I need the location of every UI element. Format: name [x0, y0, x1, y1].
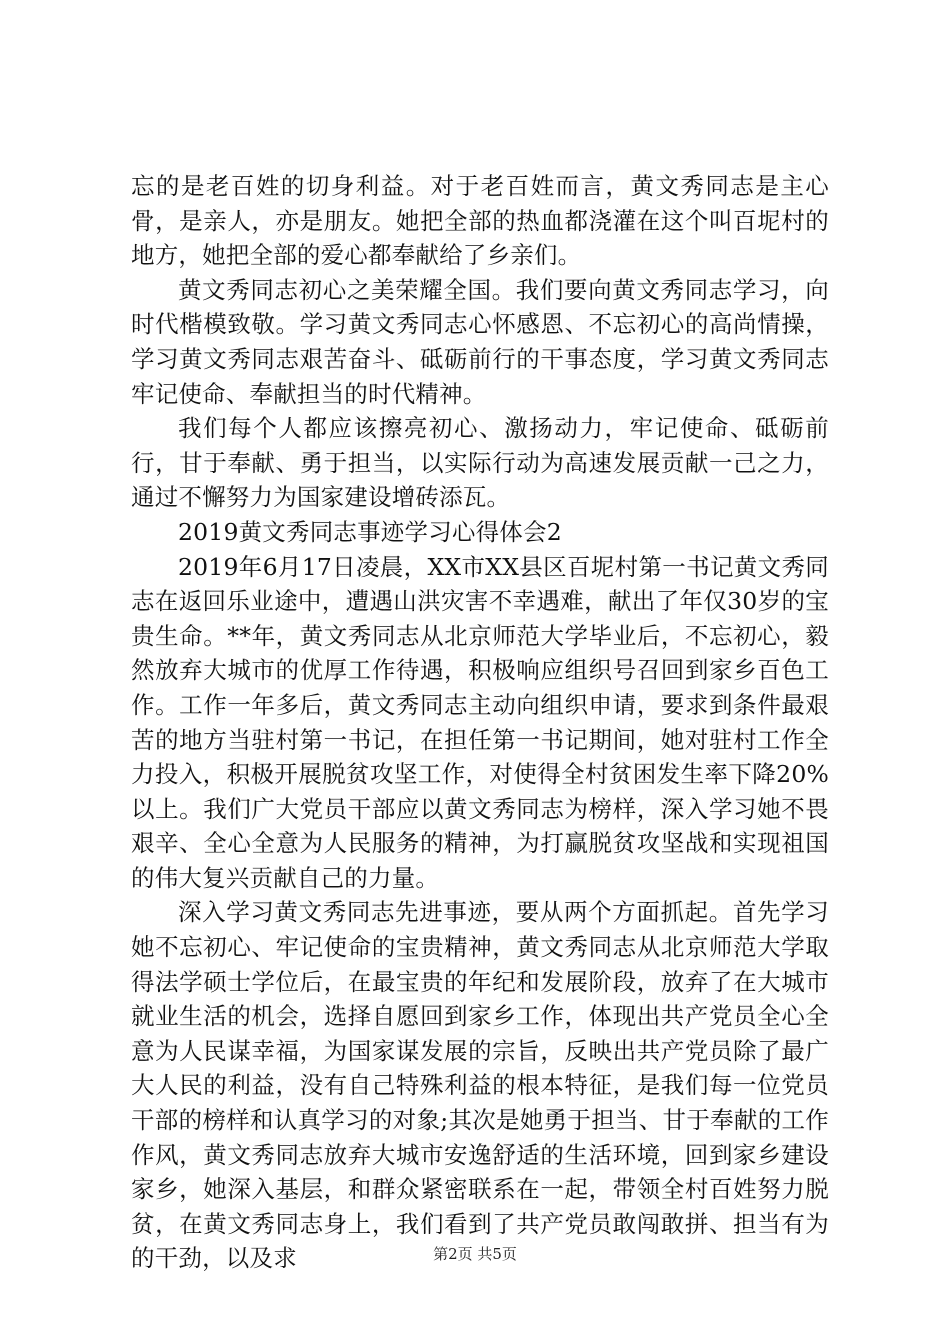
paragraph-learning: 黄文秀同志初心之美荣耀全国。我们要向黄文秀同志学习，向时代楷模致敬。学习黄文秀同志心怀感恩、不忘初心的高尚情操，学习黄文秀同志艰苦奋斗、砥砺前行的干事态度，学习黄文秀同志牢记使命、奉献担当的时代精神。 [131, 275, 829, 408]
paragraph-two-aspects: 深入学习黄文秀同志先进事迹，要从两个方面抓起。首先学习她不忘初心、牢记使命的宝贵精神，黄文秀同志从北京师范大学取得法学硕士学位后，在最宝贵的年纪和发展阶段，放弃了在大城市就业生活的机会，选择自愿回到家乡工作，体现出共产党员全心全意为人民谋幸福，为国家谋发展的宗旨，反映出共产党员除了最广大人民的利益，没有自己特殊利益的根本特征，是我们每一位党员干部的榜样和认真学习的对象;其次是她勇于担当、甘于奉献的工作作风，黄文秀同志放弃大城市安逸舒适的生活环境，回到家乡建设家乡，她深入基层，和群众紧密联系在一起，带领全村百姓努力脱贫，在黄文秀同志身上，我们看到了共产党员敢闯敢拼、担当有为的干劲，以及求 [131, 898, 829, 1273]
section-heading: 2019黄文秀同志事迹学习心得体会2 [178, 517, 562, 546]
paragraph-continuation: 忘的是老百姓的切身利益。对于老百姓而言，黄文秀同志是主心骨，是亲人，亦是朋友。她把全部的热血都浇灌在这个叫百坭村的地方，她把全部的爱心都奉献给了乡亲们。 [131, 172, 829, 270]
paragraph-biography: 2019年6月17日凌晨，XX市XX县区百坭村第一书记黄文秀同志在返回乐业途中，遭遇山洪灾害不幸遇难，献出了年仅30岁的宝贵生命。**年，黄文秀同志从北京师范大学毕业后，不忘初心，毅然放弃大城市的优厚工作待遇，积极响应组织号召回到家乡百色工作。工作一年多后，黄文秀同志主动向组织申请，要求到条件最艰苦的地方当驻村第一书记，在担任第一书记期间，她对驻村工作全力投入，积极开展脱贫攻坚工作，对使得全村贫困发生率下降20%以上。我们广大党员干部应以黄文秀同志为榜样，深入学习她不畏艰辛、全心全意为人民服务的精神，为打赢脱贫攻坚战和实现祖国的伟大复兴贡献自己的力量。 [131, 552, 829, 892]
paragraph-mission: 我们每个人都应该擦亮初心、激扬动力，牢记使命、砥砺前行，甘于奉献、勇于担当，以实际行动为高速发展贡献一己之力，通过不懈努力为国家建设增砖添瓦。 [131, 414, 829, 512]
page-number-footer: 第2页 共5页 [433, 1245, 517, 1263]
document-body [131, 169, 829, 1276]
